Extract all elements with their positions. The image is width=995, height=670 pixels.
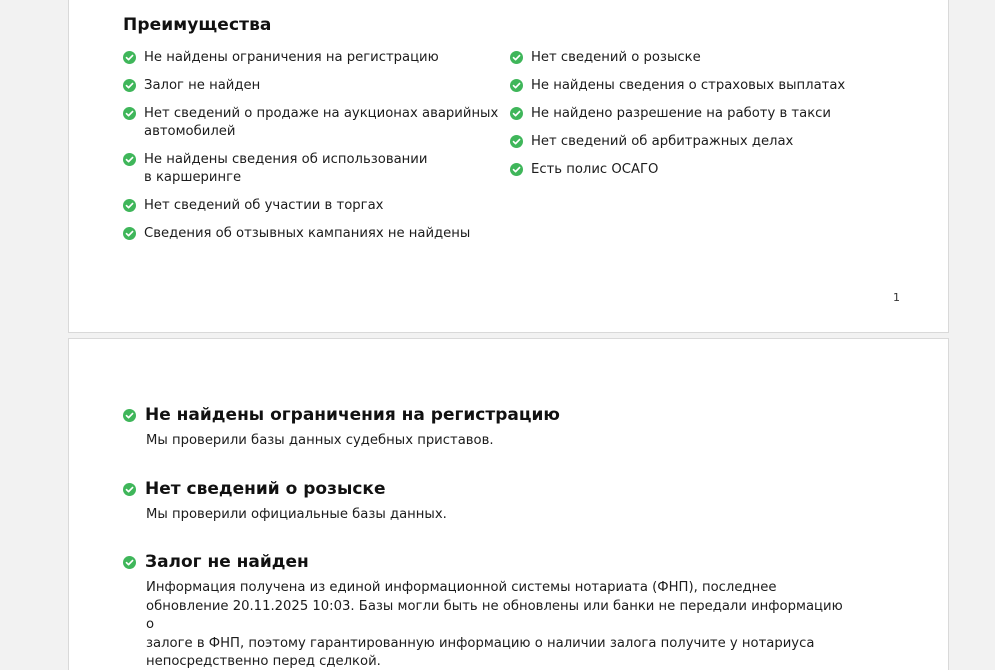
advantages-list-right [510, 49, 890, 189]
advantages-list-left [123, 49, 505, 253]
advantage-item [510, 161, 890, 179]
check-circle-icon [123, 51, 136, 64]
advantage-item [123, 151, 505, 187]
advantage-label: Нет сведений о розыске [531, 50, 701, 65]
advantage-label: Не найдены ограничения на регистрацию [144, 50, 439, 65]
detail-description [146, 432, 853, 451]
detail-line: Информация получена из единой информационной системы нотариата (ФНП), последнее [146, 580, 777, 595]
check-circle-icon [123, 556, 136, 569]
advantage-item [510, 105, 890, 123]
advantage-label: Сведения об отзывных кампаниях не найдены [144, 226, 471, 241]
detail-line: непосредственно перед сделкой. [146, 654, 381, 669]
check-circle-icon [123, 227, 136, 240]
check-circle-icon [123, 107, 136, 120]
check-circle-icon [510, 135, 523, 148]
check-circle-icon [510, 79, 523, 92]
advantage-label: Не найдены сведения об использовании [144, 152, 428, 167]
check-circle-icon [123, 483, 136, 496]
check-circle-icon [123, 409, 136, 422]
page-number: 1 [893, 291, 900, 304]
detail-line: залоге в ФНП, поэтому гарантированную информацию о наличии залога получите у нотариуса [146, 635, 815, 651]
detail-section-registration [123, 404, 853, 451]
advantage-label: Нет сведений об арбитражных делах [531, 134, 794, 149]
check-circle-icon [123, 153, 136, 166]
detail-description [146, 506, 853, 525]
advantage-item [510, 133, 890, 151]
detail-line: обновление 20.11.2025 10:03. Базы могли быть не обновлены или банки не передали информацию о [146, 598, 843, 632]
advantage-item [510, 49, 890, 67]
advantage-label: Не найдены сведения о страховых выплатах [531, 78, 846, 93]
advantage-label-cont: автомобилей [144, 124, 236, 139]
advantage-label: Нет сведений об участии в торгах [144, 198, 384, 213]
check-circle-icon [510, 163, 523, 176]
advantage-label: Нет сведений о продаже на аукционах аварийных [144, 106, 499, 121]
detail-section-pledge [123, 551, 853, 670]
advantage-label: Не найдено разрешение на работу в такси [531, 106, 831, 121]
detail-description [146, 579, 853, 670]
detail-line: Мы проверили официальные базы данных. [146, 507, 447, 522]
advantage-item [123, 197, 505, 215]
detail-title: Залог не найден [145, 552, 309, 572]
advantage-label-cont: в каршеринге [144, 170, 242, 185]
detail-title: Не найдены ограничения на регистрацию [145, 405, 560, 425]
check-circle-icon [510, 107, 523, 120]
detail-line: Мы проверили базы данных судебных приставов. [146, 433, 494, 448]
advantages-heading: Преимущества [123, 15, 272, 35]
advantage-item [123, 105, 505, 141]
check-circle-icon [123, 79, 136, 92]
advantage-item [123, 49, 505, 67]
detail-section-wanted [123, 478, 853, 525]
advantage-label: Залог не найден [144, 78, 261, 93]
advantage-label: Есть полис ОСАГО [531, 162, 659, 177]
check-circle-icon [123, 199, 136, 212]
check-circle-icon [510, 51, 523, 64]
report-page-1 [68, 0, 949, 333]
report-page-2 [68, 338, 949, 670]
advantage-item [123, 225, 505, 243]
detail-title: Нет сведений о розыске [145, 479, 386, 499]
advantage-item [510, 77, 890, 95]
advantage-item [123, 77, 505, 95]
